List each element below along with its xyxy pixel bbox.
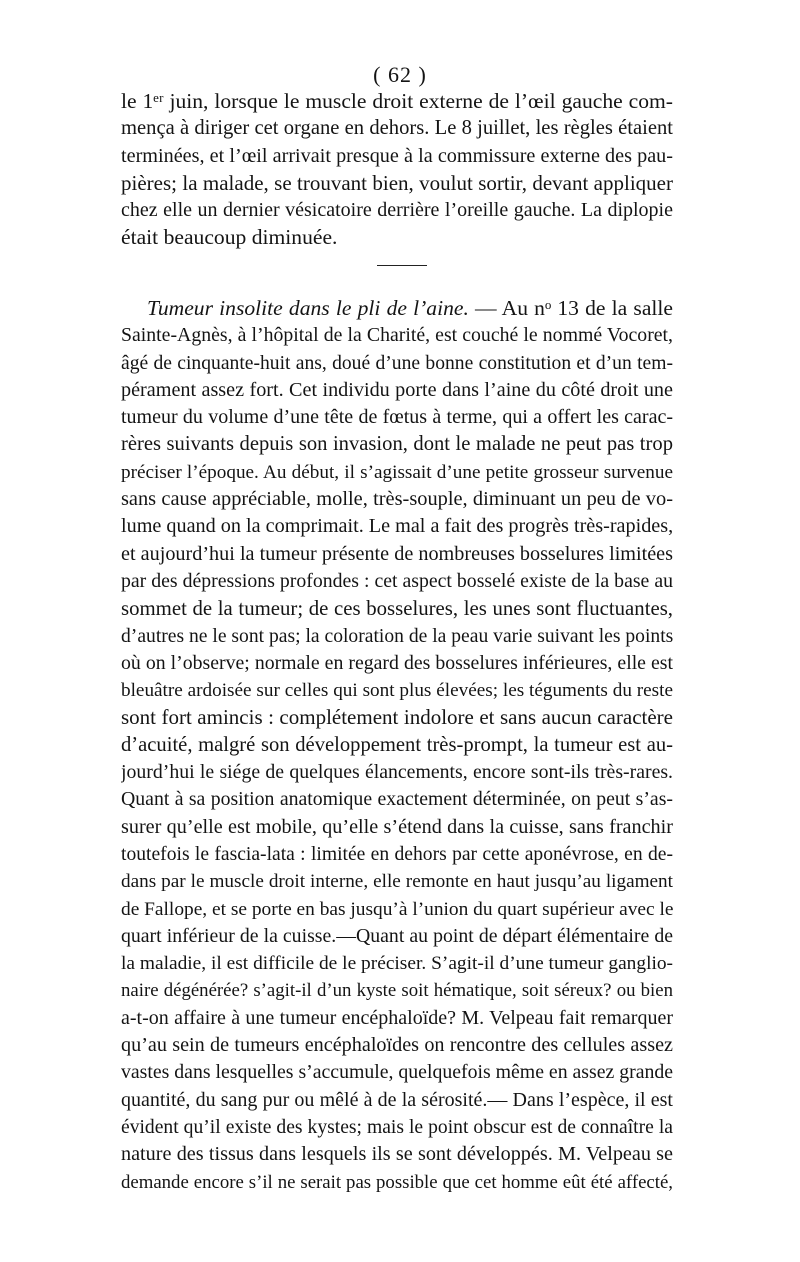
text-line: demande encore s’il ne serait pas possible que cet homme eût été affecté,	[121, 1171, 673, 1193]
text-line: vastes dans lesquelles s’accumule, quelquefois même en assez grande	[121, 1061, 673, 1084]
text-line: dans par le muscle droit interne, elle remonte en haut jusqu’au ligament	[121, 871, 673, 893]
text-line: et aujourd’hui la tumeur présente de nombreuses bosselures limitées	[121, 542, 673, 565]
page-number: ( 62 )	[373, 62, 427, 87]
text-line: lume quand on la comprimait. Le mal a fait des progrès très-rapides,	[121, 515, 673, 538]
text-line: évident qu’il existe des kystes; mais le point obscur est de connaître la	[121, 1116, 673, 1138]
text-line: était beaucoup diminuée.	[121, 225, 338, 250]
text-line: naire dégénérée? s’agit-il d’un kyste soit hématique, soit séreux? ou bien	[121, 980, 673, 1002]
text-line: qu’au sein de tumeurs encéphaloïdes on rencontre des cellules assez	[121, 1034, 673, 1057]
text-line: où on l’observe; normale en regard des bosselures inférieures, elle est	[121, 651, 673, 674]
text-line: sans cause appréciable, molle, très-souple, diminuant un peu de vo-	[121, 488, 673, 511]
text-line: jourd’hui le siége de quelques élancements, encore sont-ils très-rares.	[121, 761, 673, 784]
text-line: tumeur du volume d’une tête de fœtus à terme, qui a offert les carac-	[121, 406, 673, 429]
text-line: de Fallope, et se porte en bas jusqu’à l’union du quart supérieur avec le	[121, 898, 673, 920]
text-line: le 1ᵉʳ juin, lorsque le muscle droit externe de l’œil gauche com-	[121, 89, 673, 113]
text-line: chez elle un dernier vésicatoire derrière l’oreille gauche. La diplopie	[121, 199, 673, 222]
text-line: toutefois le fascia-lata : limitée en dehors par cette aponévrose, en de-	[121, 843, 673, 865]
text-line: terminées, et l’œil arrivait presque à la commissure externe des pau-	[121, 144, 673, 167]
text-line: mença à diriger cet organe en dehors. Le 8 juillet, les règles étaient	[121, 117, 673, 140]
text-line: Quant à sa position anatomique exactement déterminée, on peut s’as-	[121, 788, 673, 811]
text-line: la maladie, il est difficile de le préciser. S’agit-il d’une tumeur ganglio-	[121, 953, 673, 975]
text-line: sommet de la tumeur; de ces bosselures, les unes sont fluctuantes,	[121, 597, 673, 621]
section-divider	[377, 265, 427, 266]
paragraph-1	[121, 88, 673, 252]
text-line: nature des tissus dans lesquels ils se sont développés. M. Velpeau se	[121, 1143, 673, 1166]
text-line: bleuâtre ardoisée sur celles qui sont plus élevées; les téguments du reste	[121, 680, 673, 702]
text-line: a-t-on affaire à une tumeur encéphaloïde? M. Velpeau fait remarquer	[121, 1006, 673, 1029]
section-heading-line	[121, 295, 673, 322]
text-line: d’acuité, malgré son développement très-prompt, la tumeur est au-	[121, 733, 673, 756]
text-line: rères suivants depuis son invasion, dont le malade ne peut pas trop	[121, 433, 673, 456]
section-title: Tumeur insolite dans le pli de l’aine.	[147, 296, 469, 320]
text-line: sont fort amincis : complétement indolore et sans aucun caractère	[121, 705, 673, 730]
text-line: d’autres ne le sont pas; la coloration de la peau varie suivant les points	[121, 625, 673, 647]
text-line: par des dépressions profondes : cet aspect bosselé existe de la base au	[121, 569, 673, 592]
text-line: pérament assez fort. Cet individu porte dans l’aine du côté droit une	[121, 378, 673, 401]
text-line: quart inférieur de la cuisse.—Quant au point de départ élémentaire de	[121, 924, 673, 947]
text-line: quantité, du sang pur ou mêlé à de la sérosité.— Dans l’espèce, il est	[121, 1088, 673, 1111]
text-line: pières; la malade, se trouvant bien, voulut sortir, devant appliquer	[121, 170, 673, 195]
paragraph-2	[121, 295, 673, 1196]
text-line: surer qu’elle est mobile, qu’elle s’étend dans la cuisse, sans franchir	[121, 815, 673, 838]
text-line: Sainte-Agnès, à l’hôpital de la Charité, est couché le nommé Vocoret,	[121, 324, 673, 347]
text-line: préciser l’époque. Au début, il s’agissait d’une petite grosseur survenue	[121, 461, 673, 483]
text-fragment: — Au nᵒ 13 de la salle	[468, 296, 673, 320]
text-line: âgé de cinquante-huit ans, doué d’une bonne constitution et d’un tem-	[121, 352, 673, 374]
